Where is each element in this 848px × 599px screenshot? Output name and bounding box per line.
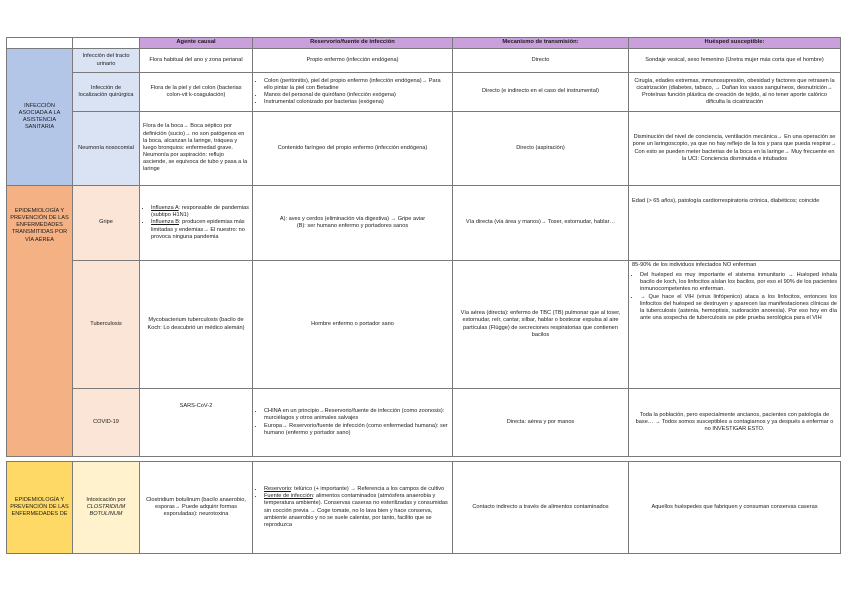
cell-reservorio: [253, 73, 453, 112]
cell-agente: Flora de la piel y del colon (bacterias colon-vit k-coagulación): [140, 73, 253, 112]
cell-huesped: Aquellos huéspedes que fabriquen y consuman conservas caseras: [629, 462, 841, 554]
list-item: • Europa→ Reservorio/fuente de infección (como enfermedad humana): ser humano (enfermo y portador sano): [264, 423, 449, 437]
reservorio-title: Reservorio: [264, 486, 292, 493]
influenza-b-text: : producen epidemias más limitadas y endemias→ El nuestro: no provoca ninguna pandemia: [151, 219, 245, 240]
reservorio-text: : telúrico (+ importante) → Referencia a los campos de cultivo: [291, 486, 445, 493]
row-covid: [7, 389, 841, 457]
list-item: [151, 205, 249, 219]
cell-reservorio: [253, 462, 453, 554]
influenza-a-title: Influenza A: [151, 205, 179, 212]
fuente-text: : alimentos contaminados (atmósfera anaerobia y temperatura ambiente). Conservas caseras no esterilizadas y consumidas sin cocción previa → Coge tomate, no lo lava bien y hace conserva, ambiente anaerobio y no se suele calentar, por tanto, facilito que se reproduzca: [264, 493, 448, 528]
cell-huesped: [629, 261, 841, 389]
list-item: • → Que hace el VIH (virus linfópenico) ataca a los linfocitos, entonces los linfocitos del huésped se destruyen y aparecen las manifestaciones clínicas de la tuberculosis (astenia, hemoptisis, sudoración anorexia). Por eso hoy en día ante una sospecha de tuberculosis se pide prueba serológica para el VIH: [640, 294, 837, 323]
influenza-a-text: : responsable de pandemias (subtipo H1N1): [151, 205, 249, 219]
cell-reservorio: Hombre enfermo o portador sano: [253, 261, 453, 389]
agente-list: [143, 205, 249, 241]
cell-huesped: Sondaje vesical, sexo femenino (Uretra mujer más corta que el hombre): [629, 49, 841, 73]
cell-huesped: Edad (> 65 años), patología cardiorrespiratoria crónica, diabéticos; coincide: [629, 186, 841, 261]
row-botulinum: [7, 462, 841, 554]
reservorio-b: (B): ser humano enfermo y portadores sanos: [296, 223, 409, 229]
row-gripe: [7, 186, 841, 261]
cell-agente: Flora habitual del ano y zona perianal: [140, 49, 253, 73]
influenza-b-title: Influenza B: [151, 219, 179, 226]
huesped-list: [632, 272, 837, 322]
row-label-botulinum: [73, 462, 140, 554]
cell-agente: Clostridium botulinum (bacilo anaerobio, esporas→ Puede adquirir formas esporuladas): neurotoxina: [140, 462, 253, 554]
header-blank: [7, 38, 73, 49]
cell-agente: Mycobacterium tuberculosis (bacilo de Koch: Lo descubrió un médico alemán): [140, 261, 253, 389]
row-label-covid: COVID-19: [73, 389, 140, 457]
reservorio-list: [256, 408, 449, 437]
list-item: [264, 486, 449, 493]
cell-huesped: Disminución del nivel de conciencia, ventilación mecánica→ En una operación se pone un laringoscopio, ya que no hay reflejo de la tos y para que pueda respirar→ Con esto se pueden meter bacterias de la boca en la laringe→ Muy frecuente en la UCI: Conciencia disminuida e intubados: [629, 112, 841, 186]
list-item: [151, 219, 249, 240]
cell-mecanismo: Directo (e indirecto en el caso del instrumental): [453, 73, 629, 112]
row-urinario: [7, 49, 841, 73]
cell-huesped: Cirugía, edades extremas, inmunosupresión, obesidad y factores que retrasen la cicatrización (diabetes, tabaco, → Dañan los vasos sanguíneos, desnutrición→ Proteínas función plástica de creación de tejido, al no tener aporte calórico dificulta la cicatrización: [629, 73, 841, 112]
cell-agente: [140, 186, 253, 261]
cell-mecanismo: Directo: [453, 49, 629, 73]
row-neumonia: [7, 112, 841, 186]
row-label-urinario: Infección del tracto urinario: [73, 49, 140, 73]
cell-reservorio: [253, 186, 453, 261]
list-item: • Colon (peritonitis), piel del propio enfermo (infección endógena)→ Para ello pintar la piel con Betadine: [264, 78, 449, 92]
cell-agente: SARS-CoV-2: [140, 389, 253, 457]
row-label-tuberculosis: Tuberculosis: [73, 261, 140, 389]
reservorio-list: [256, 78, 449, 107]
botulinum-label-b: CLOSTRIDIUM BOTULINUM: [86, 503, 126, 518]
cell-mecanismo: Directo (aspiración): [453, 112, 629, 186]
header-huesped: Huésped susceptible:: [629, 38, 841, 49]
botulinum-label-a: Intoxicación por: [86, 496, 126, 503]
list-item: • Del huésped es muy importante el sistema inmunitario → Huésped inhala bacilo de koch, los linfocitos aíslan los bacilos, por eso el 90% de los pacientes inmunocompetentes no enferman.: [640, 272, 837, 293]
cell-reservorio: Propio enfermo (infección endógena): [253, 49, 453, 73]
cell-mecanismo: Directa: aérea y por manos: [453, 389, 629, 457]
row-label-quirurgica: Infección de localización quirúrgica: [73, 73, 140, 112]
header-agente: Agente causal: [140, 38, 253, 49]
section-iaas: INFECCIÓN ASOCIADA A LA ASISTENCIA SANITARIA: [7, 49, 73, 186]
section-via-aerea: EPIDEMIOLOGÍA Y PREVENCIÓN DE LAS ENFERMEDADES TRANSMITIDAS POR VÍA AÉREA: [7, 186, 73, 457]
cell-mecanismo: Contacto indirecto a través de alimentos contaminados: [453, 462, 629, 554]
reservorio-list: [256, 486, 449, 529]
header-mecanismo: Mecanismo de transmisión:: [453, 38, 629, 49]
reservorio-a: A): aves y cerdos (eliminación vía digestiva) → Gripe aviar: [279, 215, 426, 222]
list-item: • Manos del personal de quirófano (infección exógena): [264, 92, 449, 99]
cell-huesped: Toda la población, pero especialmente ancianos, pacientes con patología de base… → Todos somos susceptibles a contagiarnos y ya después a enfermar o no INVESTIGAR ESTO.: [629, 389, 841, 457]
list-item: • Instrumental colonizado por bacterias (exógena): [264, 99, 449, 106]
row-label-gripe: Gripe: [73, 186, 140, 261]
cell-agente: Flora de la boca→ Boca séptico por definición (sucio)→ no son patógenos en la boca, alcanzan la laringe, tráquea y luego bronquios: enfermedad grave. Neumonía por aspiración: reflujo asciende, se equivoca de tubo y pasa a la laringe: [140, 112, 253, 186]
header-blank: [73, 38, 140, 49]
list-item: [264, 493, 449, 529]
header-row: [7, 38, 841, 49]
cell-mecanismo: Vía aérea (directa): enfermo de TBC (TB) pulmonar que al toser, estornudar, reír, cantar, silbar, hablar o bostezar expulsa al aire partículas (Flügge) de secreciones respiratorias que contienen bacilos: [453, 261, 629, 389]
header-reservorio: Reservorio/fuente de infección: [253, 38, 453, 49]
cell-mecanismo: Vía directa (vía área y manos)→ Toser, estornudar, hablar…: [453, 186, 629, 261]
huesped-intro: 85-90% de los individuos infectados NO enferman: [632, 262, 757, 268]
list-item: • CHINA en un principio→Reservorio/fuente de infección (como zoonosis): murciélagos y otros animales salvajes: [264, 408, 449, 422]
epidemiology-table: [6, 37, 841, 554]
fuente-title: Fuente de infección: [264, 493, 313, 500]
cell-reservorio: Contenido faríngeo del propio enfermo (infección endógena): [253, 112, 453, 186]
row-quirurgica: [7, 73, 841, 112]
section-alimentarias: EPIDEMIOLOGÍA Y PREVENCIÓN DE LAS ENFERMEDADES DE: [7, 462, 73, 554]
cell-reservorio: [253, 389, 453, 457]
row-label-neumonia: Neumonía nosocomial: [73, 112, 140, 186]
row-tuberculosis: [7, 261, 841, 389]
